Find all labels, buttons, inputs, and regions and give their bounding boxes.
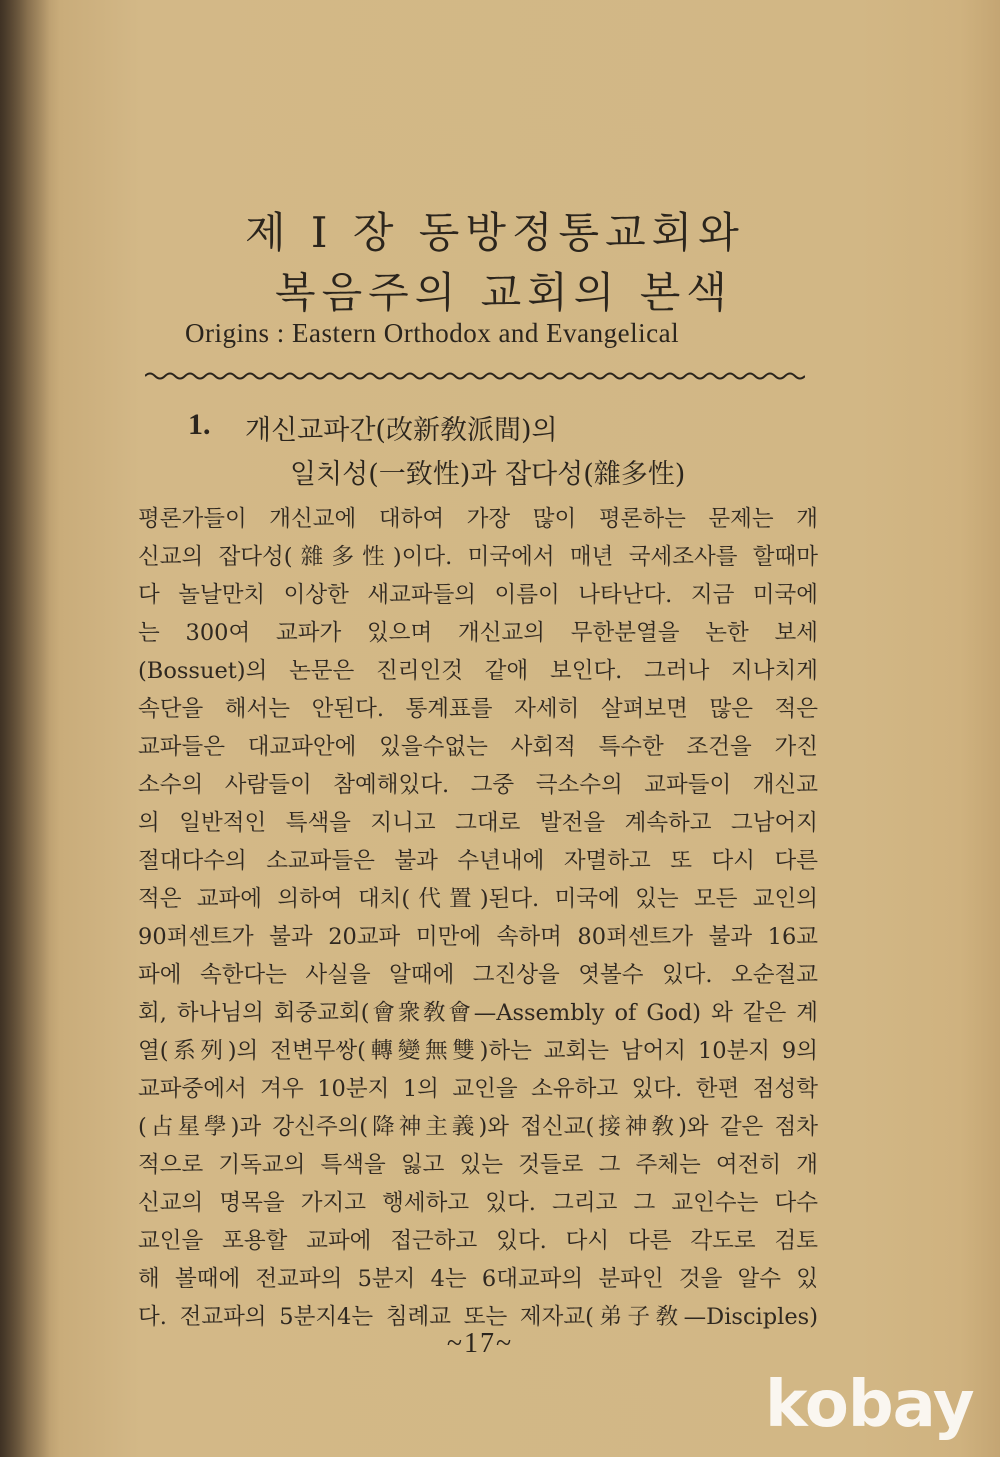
body-line: 소수의 사람들이 참예해있다. 그중 극소수의 교파들이 개신교	[138, 772, 818, 798]
chapter-title-line1: 제 I 장 동방정통교회와	[245, 208, 745, 257]
body-line: 속단을 해서는 안된다. 통계표를 자세히 살펴보면 많은 적은	[138, 696, 818, 722]
body-paragraph	[138, 500, 818, 1336]
body-line: 회, 하나님의 회중교회(會衆敎會—Assembly of God) 와 같은 계	[138, 1000, 818, 1026]
body-line: 다. 전교파의 5분지4는 침례교 또는 제자교(弟子敎—Disciples)	[138, 1304, 818, 1330]
body-line: 평론가들이 개신교에 대하여 가장 많이 평론하는 문제는 개	[138, 506, 818, 532]
body-line: 는 300여 교파가 있으며 개신교의 무한분열을 논한 보세	[138, 620, 818, 646]
body-line: 의 일반적인 특색을 지니고 그대로 발전을 계속하고 그남어지	[138, 810, 818, 836]
body-line: 절대다수의 소교파들은 불과 수년내에 자멸하고 또 다시 다른	[138, 848, 818, 874]
body-line: 교파중에서 겨우 10분지 1의 교인을 소유하고 있다. 한편 점성학	[138, 1076, 818, 1102]
chapter-title-english: Origins : Eastern Orthodox and Evangelical	[185, 318, 680, 348]
body-line: 교인을 포용할 교파에 접근하고 있다. 다시 다른 각도로 검토	[138, 1228, 818, 1254]
body-line: 신교의 명목을 가지고 행세하고 있다. 그리고 그 교인수는 다수	[138, 1190, 818, 1216]
body-line: 다 놀날만치 이상한 새교파들의 이름이 나타난다. 지금 미국에	[138, 582, 818, 608]
watermark-logo: kobay	[765, 1368, 974, 1442]
body-line: 신교의 잡다성(雜多性)이다. 미국에서 매년 국세조사를 할때마	[138, 544, 818, 570]
body-line: 적으로 기독교의 특색을 잃고 있는 것들로 그 주체는 여전히 개	[138, 1152, 818, 1178]
page-number: ~17~	[446, 1328, 514, 1359]
body-line: 교파들은 대교파안에 있을수없는 사회적 특수한 조건을 가진	[138, 734, 818, 760]
body-line: (Bossuet)의 논문은 진리인것 같애 보인다. 그러나 지나치게	[138, 658, 818, 684]
body-line: 90퍼센트가 불과 20교파 미만에 속하며 80퍼센트가 불과 16교	[138, 924, 818, 950]
body-line: 열(系列)의 전변무쌍(轉變無雙)하는 교회는 남어지 10분지 9의	[138, 1038, 818, 1064]
body-line: 해 볼때에 전교파의 5분지 4는 6대교파의 분파인 것을 알수 있	[138, 1266, 818, 1292]
body-line: 적은 교파에 의하여 대치(代置)된다. 미국에 있는 모든 교인의	[138, 886, 818, 912]
section-heading-line1: 개신교파간(改新敎派間)의	[245, 415, 558, 446]
wavy-divider	[145, 370, 805, 382]
chapter-title-line2: 복음주의 교회의 본색	[275, 268, 733, 317]
body-line: 파에 속한다는 사실을 알때에 그진상을 엿볼수 있다. 오순절교	[138, 962, 818, 988]
body-line: (占星學)과 강신주의(降神主義)와 접신교(接神敎)와 같은 점차	[138, 1114, 818, 1140]
binding-shadow	[0, 0, 50, 1457]
section-heading-line2: 일치성(一致性)과 잡다성(雜多性)	[290, 459, 686, 490]
section-number: 1.	[188, 408, 211, 441]
